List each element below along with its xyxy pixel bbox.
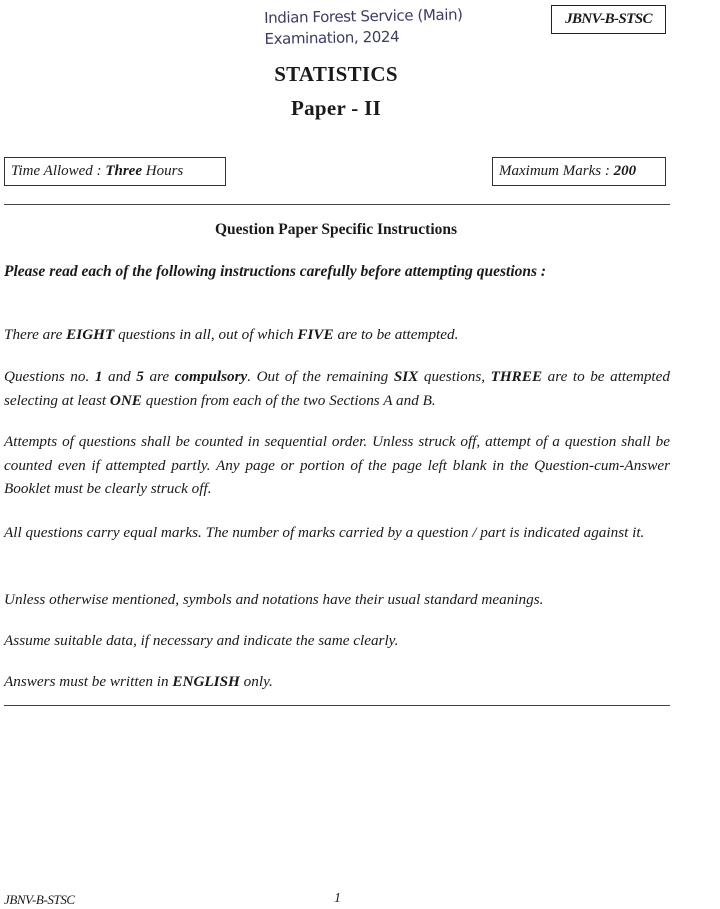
- maximum-marks-label: Maximum Marks :: [499, 163, 614, 179]
- stamp-line-year: Examination, 2024: [264, 27, 400, 48]
- instruction-language: Answers must be written in ENGLISH only.: [4, 673, 273, 690]
- bottom-divider: [4, 705, 670, 706]
- instruction-symbols: Unless otherwise mentioned, symbols and notations have their usual standard meanings.: [4, 591, 544, 608]
- top-divider: [4, 204, 670, 205]
- instructions-heading: Question Paper Specific Instructions: [214, 221, 458, 238]
- time-allowed-value: Three: [105, 163, 142, 179]
- maximum-marks-value: 200: [613, 163, 637, 179]
- maximum-marks-box: [492, 157, 666, 186]
- footer-paper-code: JBNV-B-STSC: [4, 892, 75, 907]
- exam-stamp: [264, 5, 463, 50]
- instruction-compulsory: Questions no. 1 and 5 are compulsory. Out of the remaining SIX questions, THREE are to be attempted selecting at least ONE question from each of the two Sections A and B.: [4, 368, 670, 409]
- footer-page-number: 1: [334, 891, 341, 906]
- instruction-marks: All questions carry equal marks. The number of marks carried by a question / part is indicated against it.: [4, 524, 645, 541]
- paper-title: Paper - II: [290, 96, 382, 120]
- time-allowed-label: Time Allowed :: [11, 163, 106, 179]
- subject-title: STATISTICS: [274, 62, 398, 86]
- time-allowed-unit: Hours: [141, 163, 184, 179]
- instruction-assume-data: Assume suitable data, if necessary and indicate the same clearly.: [4, 632, 399, 649]
- instruction-attempts-order: Attempts of questions shall be counted in sequential order. Unless struck off, attempt of a question shall be counted even if attempted partly. Any page or portion of the page left blank in the Question-cum-Answer Booklet must be clearly struck off.: [4, 433, 670, 497]
- stamp-line-exam-name: Indian Forest Service (Main): [264, 5, 463, 27]
- instructions-lead: Please read each of the following instructions carefully before attempting questions :: [4, 263, 547, 280]
- instruction-question-count: There are EIGHT questions in all, out of which FIVE are to be attempted.: [4, 326, 459, 343]
- paper-code-box: JBNV-B-STSC: [551, 5, 666, 34]
- time-allowed-box: [4, 157, 226, 186]
